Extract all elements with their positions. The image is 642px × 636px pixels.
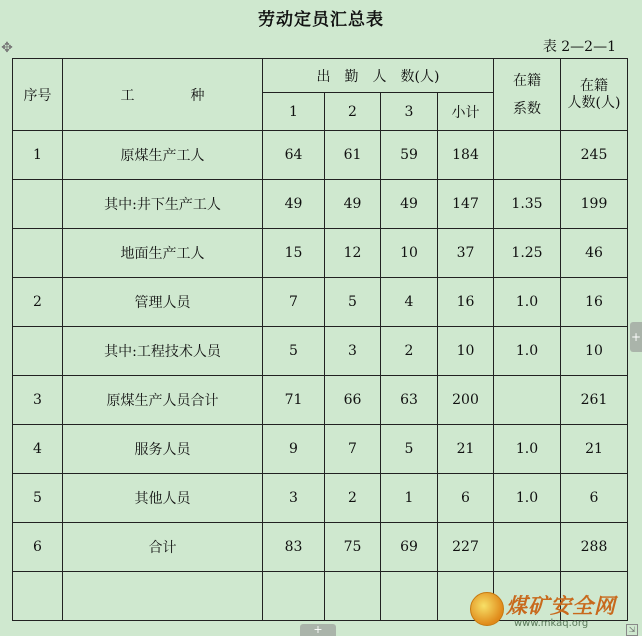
header-seq: 序号 <box>13 59 63 131</box>
cell-subtotal: 184 <box>438 131 494 180</box>
cell-c3: 5 <box>381 425 438 474</box>
cell-subtotal: 147 <box>438 180 494 229</box>
cell-c2: 61 <box>325 131 381 180</box>
cell-c2: 66 <box>325 376 381 425</box>
cell-coef <box>494 131 561 180</box>
cell-c1: 83 <box>263 523 325 572</box>
cell-c1: 5 <box>263 327 325 376</box>
resize-corner-icon[interactable]: ⇲ <box>626 624 638 636</box>
table-row <box>13 180 628 229</box>
cell-c1: 9 <box>263 425 325 474</box>
cell-c1: 49 <box>263 180 325 229</box>
cell-coef: 1.0 <box>494 278 561 327</box>
header-coef-line2: 系数 <box>513 100 541 117</box>
header-attendance: 出 勤 人 数(人) <box>263 59 494 93</box>
cell-c2: 7 <box>325 425 381 474</box>
cell-coef: 1.0 <box>494 425 561 474</box>
cell-c1: 71 <box>263 376 325 425</box>
cell-enrolled: 10 <box>561 327 628 376</box>
staffing-table <box>12 58 628 621</box>
cell-c3: 63 <box>381 376 438 425</box>
table-number: 表 2—2—1 <box>542 39 616 55</box>
table-move-handle-icon[interactable]: ✥ <box>1 40 13 56</box>
cell-c2: 12 <box>325 229 381 278</box>
cell-job: 地面生产工人 <box>63 229 263 278</box>
cell-job: 服务人员 <box>63 425 263 474</box>
header-enrolled <box>561 59 628 131</box>
cell-c1: 15 <box>263 229 325 278</box>
cell-coef: 1.0 <box>494 327 561 376</box>
cell-c2: 3 <box>325 327 381 376</box>
watermark-logo-icon <box>470 592 504 626</box>
expand-bottom-icon[interactable]: + <box>300 624 336 636</box>
cell-job: 其他人员 <box>63 474 263 523</box>
table-row <box>13 376 628 425</box>
cell-c3 <box>381 572 438 621</box>
cell-seq: 6 <box>13 523 63 572</box>
cell-subtotal: 37 <box>438 229 494 278</box>
cell-coef: 1.25 <box>494 229 561 278</box>
page-title: 劳动定员汇总表 <box>258 10 384 30</box>
cell-enrolled: 21 <box>561 425 628 474</box>
table-row <box>13 278 628 327</box>
cell-seq <box>13 572 63 621</box>
table-row <box>13 474 628 523</box>
cell-enrolled: 261 <box>561 376 628 425</box>
table-row <box>13 425 628 474</box>
cell-coef: 1.0 <box>494 474 561 523</box>
cell-c3: 10 <box>381 229 438 278</box>
cell-c1 <box>263 572 325 621</box>
cell-c3: 69 <box>381 523 438 572</box>
cell-coef <box>494 376 561 425</box>
cell-job <box>63 572 263 621</box>
cell-job: 管理人员 <box>63 278 263 327</box>
cell-enrolled: 288 <box>561 523 628 572</box>
cell-subtotal: 227 <box>438 523 494 572</box>
cell-c3: 4 <box>381 278 438 327</box>
header-enrolled-line2: 人数(人) <box>567 94 621 111</box>
watermark-url: www.mkaq.org <box>514 618 589 629</box>
header-sub-1: 1 <box>263 93 325 131</box>
cell-c3: 59 <box>381 131 438 180</box>
cell-c2 <box>325 572 381 621</box>
cell-c2: 49 <box>325 180 381 229</box>
cell-c3: 49 <box>381 180 438 229</box>
cell-subtotal: 200 <box>438 376 494 425</box>
cell-subtotal: 16 <box>438 278 494 327</box>
table-row <box>13 523 628 572</box>
header-sub-2: 2 <box>325 93 381 131</box>
cell-c1: 7 <box>263 278 325 327</box>
cell-c2: 2 <box>325 474 381 523</box>
header-sub-3: 3 <box>381 93 438 131</box>
watermark-name: 煤矿安全网 <box>506 593 616 618</box>
cell-subtotal: 6 <box>438 474 494 523</box>
cell-coef: 1.35 <box>494 180 561 229</box>
cell-enrolled: 46 <box>561 229 628 278</box>
cell-subtotal: 21 <box>438 425 494 474</box>
cell-c1: 3 <box>263 474 325 523</box>
cell-enrolled: 199 <box>561 180 628 229</box>
expand-side-icon[interactable]: + <box>630 322 642 352</box>
cell-job: 合计 <box>63 523 263 572</box>
cell-c2: 75 <box>325 523 381 572</box>
cell-seq <box>13 229 63 278</box>
header-job: 工 种 <box>63 59 263 131</box>
cell-coef <box>494 523 561 572</box>
header-enrolled-line1: 在籍 <box>580 77 608 94</box>
table-row <box>13 327 628 376</box>
cell-seq: 1 <box>13 131 63 180</box>
cell-job: 原煤生产工人 <box>63 131 263 180</box>
table-row <box>13 229 628 278</box>
cell-seq: 5 <box>13 474 63 523</box>
cell-c2: 5 <box>325 278 381 327</box>
cell-c1: 64 <box>263 131 325 180</box>
cell-enrolled: 245 <box>561 131 628 180</box>
cell-enrolled: 16 <box>561 278 628 327</box>
cell-seq: 2 <box>13 278 63 327</box>
table-row <box>13 131 628 180</box>
header-coefficient <box>494 59 561 131</box>
cell-job: 其中:工程技术人员 <box>63 327 263 376</box>
cell-job: 原煤生产人员合计 <box>63 376 263 425</box>
cell-job: 其中:井下生产工人 <box>63 180 263 229</box>
cell-seq: 4 <box>13 425 63 474</box>
cell-subtotal: 10 <box>438 327 494 376</box>
header-coef-line1: 在籍 <box>513 72 541 89</box>
cell-enrolled: 6 <box>561 474 628 523</box>
cell-seq <box>13 180 63 229</box>
header-subtotal: 小计 <box>438 93 494 131</box>
cell-c3: 1 <box>381 474 438 523</box>
cell-seq <box>13 327 63 376</box>
cell-c3: 2 <box>381 327 438 376</box>
cell-seq: 3 <box>13 376 63 425</box>
watermark <box>470 590 638 634</box>
